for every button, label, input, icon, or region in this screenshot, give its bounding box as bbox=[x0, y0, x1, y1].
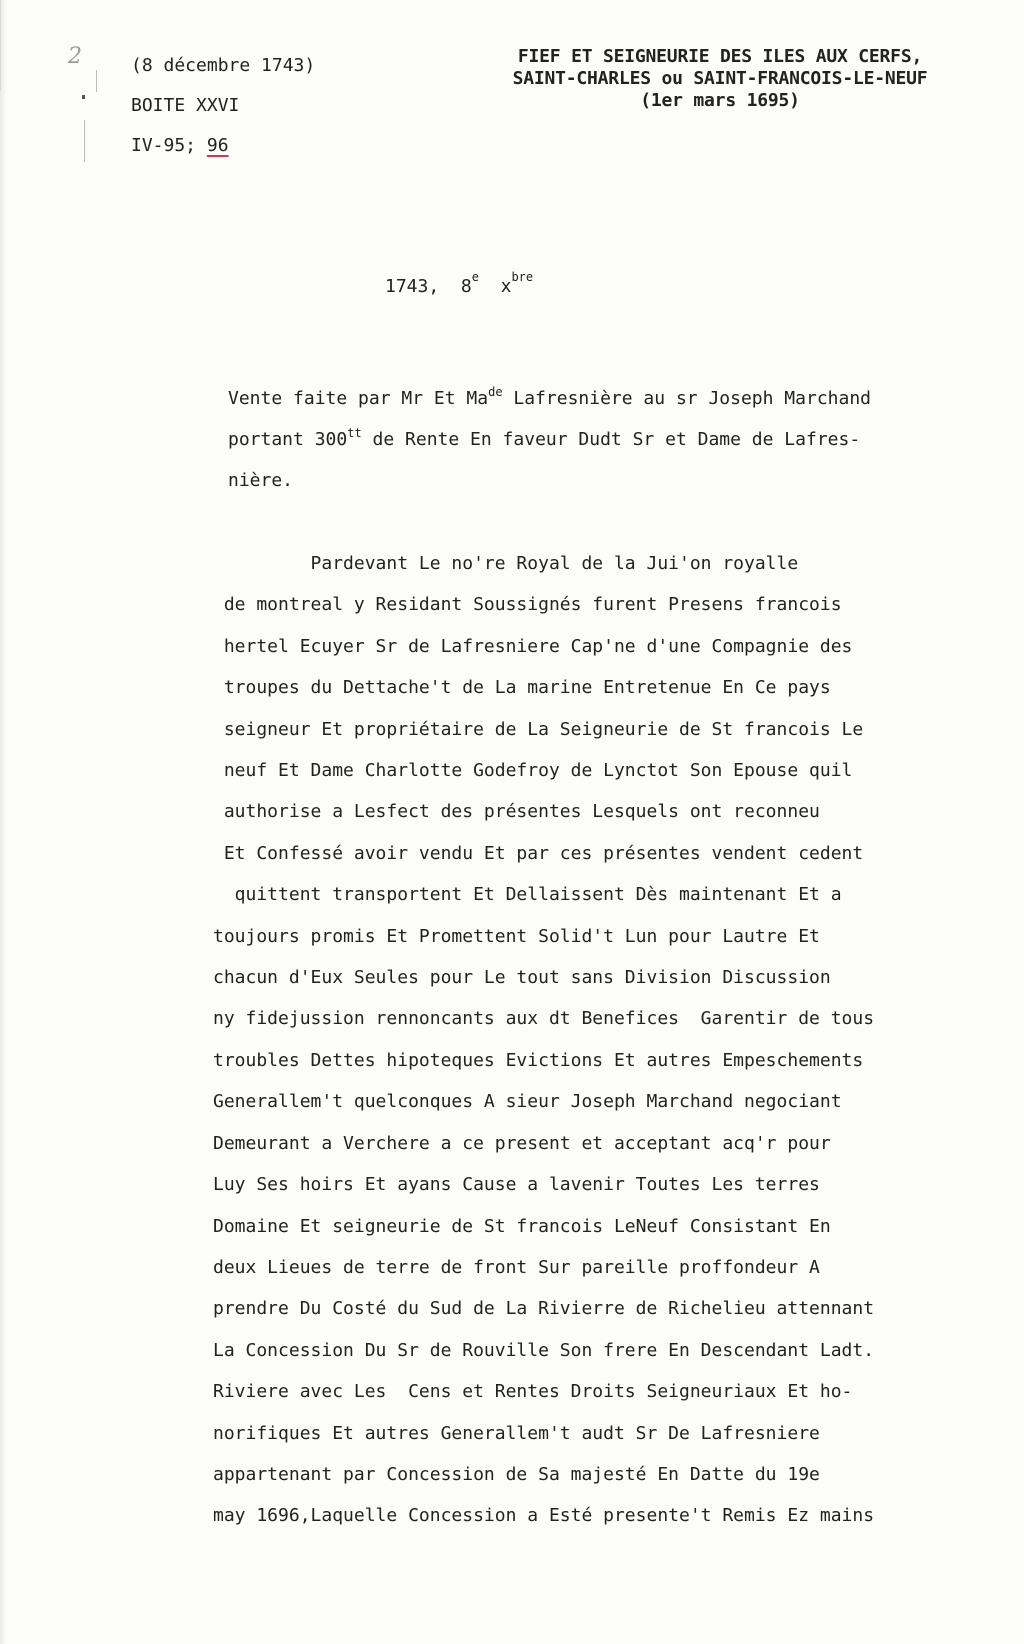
body-line: troubles Dettes hipoteques Evictions Et autres Empeschements bbox=[213, 1049, 864, 1071]
header-right bbox=[470, 46, 970, 112]
fief-title-line1: FIEF ET SEIGNEURIE DES ILES AUX CERFS, bbox=[517, 46, 923, 67]
body-line: Riviere avec Les Cens et Rentes Droits Seigneuriaux Et ho- bbox=[213, 1381, 853, 1403]
body-line: ny fidejussion rennoncants aux dt Benefices Garentir de tous bbox=[213, 1008, 875, 1030]
body-line: appartenant par Concession de Sa majesté En Datte du 19e bbox=[213, 1463, 820, 1485]
body-line: chacun d'Eux Seules pour Le tout sans Division Discussion bbox=[213, 967, 831, 989]
body-line: toujours promis Et Promettent Solid't Lun pour Lautre Et bbox=[213, 925, 820, 947]
body-line: seigneur Et propriétaire de La Seigneurie de St francois Le bbox=[213, 718, 864, 740]
fief-title-line2: SAINT-CHARLES ou SAINT-FRANCOIS-LE-NEUF bbox=[512, 68, 928, 89]
reference-underlined: 96 bbox=[206, 135, 229, 156]
reference-number bbox=[131, 126, 315, 166]
body-line: Luy Ses hoirs Et ayans Cause a lavenir Toutes Les terres bbox=[213, 1174, 820, 1196]
act-title-line bbox=[228, 419, 871, 460]
document-date: (8 décembre 1743) bbox=[131, 55, 316, 76]
body-line: Demeurant a Verchere a ce present et acceptant acq'r pour bbox=[213, 1132, 831, 1154]
title-text: Vente faite par Mr Et Ma bbox=[228, 388, 489, 409]
act-body bbox=[213, 543, 874, 1537]
title-sup: tt bbox=[347, 426, 362, 440]
body-line: de montreal y Residant Soussignés furent Presens francois bbox=[213, 594, 842, 616]
act-date-month: x bbox=[478, 276, 512, 297]
body-line: prendre Du Costé du Sud de La Rivierre de Richelieu attennant bbox=[213, 1298, 875, 1320]
title-sup: de bbox=[488, 385, 503, 399]
act-date-sup: e bbox=[471, 270, 479, 284]
header-left bbox=[131, 46, 315, 166]
title-text: Lafresnière au sr Joseph Marchand bbox=[502, 388, 872, 409]
fief-title-date: (1er mars 1695) bbox=[640, 90, 800, 111]
pencil-page-number: 2 bbox=[68, 44, 82, 69]
act-date bbox=[385, 270, 534, 297]
pencil-tick-mark bbox=[82, 95, 85, 99]
body-line: hertel Ecuyer Sr de Lafresniere Cap'ne d'une Compagnie des bbox=[213, 635, 853, 657]
title-text: portant 300 bbox=[228, 429, 348, 450]
body-line: may 1696,Laquelle Concession a Esté presente't Remis Ez mains bbox=[213, 1505, 875, 1527]
body-line: Generallem't quelconques A sieur Joseph Marchand negociant bbox=[213, 1091, 842, 1113]
body-line: Domaine Et seigneurie de St francois LeNeuf Consistant En bbox=[213, 1215, 831, 1237]
pencil-tick-mark bbox=[96, 70, 97, 92]
body-line: Et Confessé avoir vendu Et par ces présentes vendent cedent bbox=[213, 842, 864, 864]
act-title bbox=[228, 378, 871, 501]
act-date-month-sup: bre bbox=[511, 270, 534, 284]
body-line: troupes du Dettache't de La marine Entretenue En Ce pays bbox=[213, 677, 831, 699]
body-line: quittent transportent Et Dellaissent Dès maintenant Et a bbox=[213, 884, 842, 906]
title-text: de Rente En faveur Dudt Sr et Dame de Lafres- bbox=[361, 429, 861, 450]
body-line: Pardevant Le no're Royal de la Jui'on royalle bbox=[213, 553, 799, 574]
box-label: BOITE XXVI bbox=[131, 95, 240, 116]
body-line: neuf Et Dame Charlotte Godefroy de Lynctot Son Epouse quil bbox=[213, 760, 853, 782]
body-line: deux Lieues de terre de front Sur pareille proffondeur A bbox=[213, 1256, 820, 1278]
act-title-line bbox=[228, 378, 871, 419]
body-line: authorise a Lesfect des présentes Lesquels ont reconneu bbox=[213, 801, 820, 823]
act-title-line: nière. bbox=[228, 470, 294, 491]
act-date-day: 1743, 8 bbox=[385, 276, 472, 297]
pencil-tick-mark bbox=[84, 120, 85, 162]
reference-prefix: IV-95; bbox=[131, 135, 207, 156]
body-line: La Concession Du Sr de Rouville Son frere En Descendant Ladt. bbox=[213, 1339, 875, 1361]
body-line: norifiques Et autres Generallem't audt Sr De Lafresniere bbox=[213, 1422, 820, 1444]
